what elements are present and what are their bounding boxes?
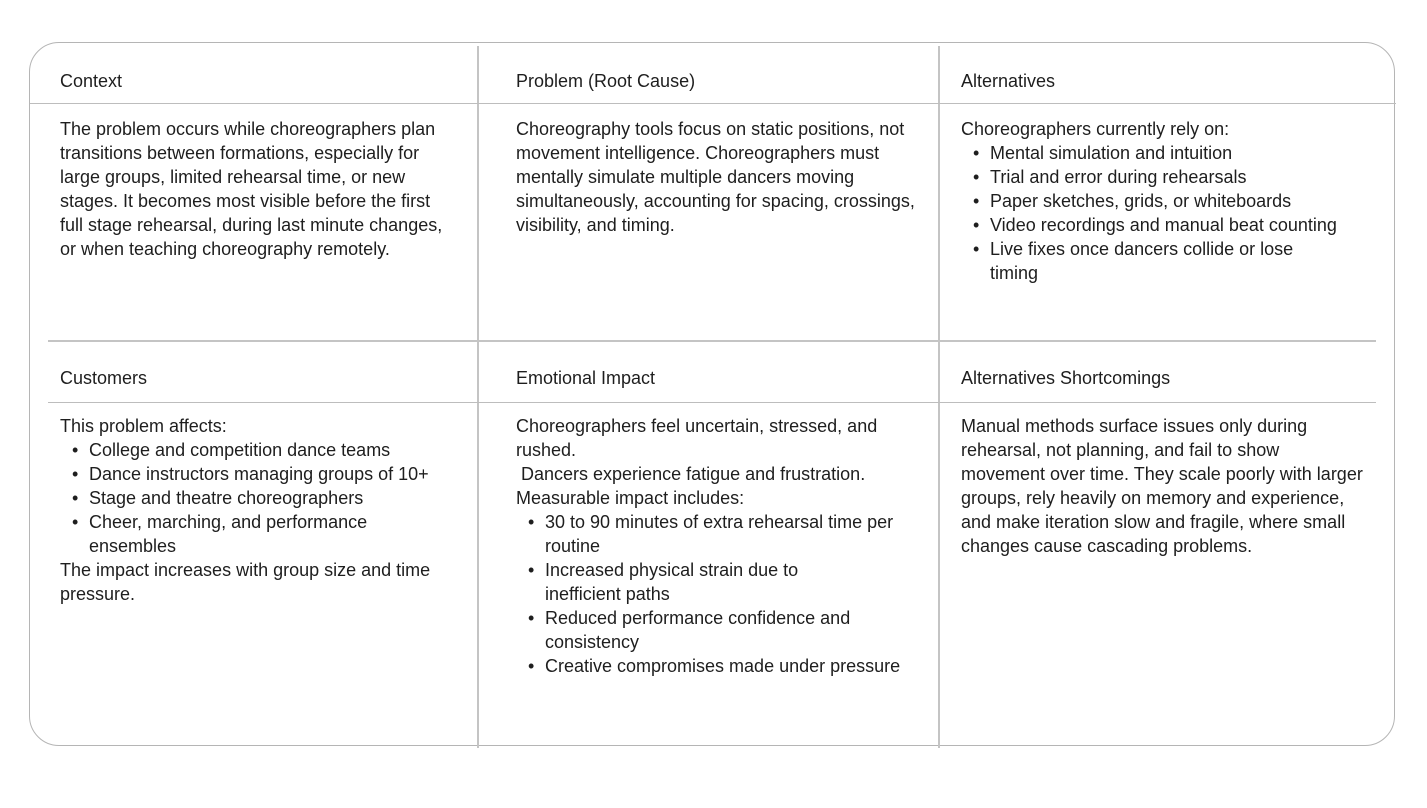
list-item: • Cheer, marching, and performance ensembles <box>60 510 455 558</box>
emotional-impact-list <box>516 510 926 678</box>
emotional-impact-body <box>516 414 926 678</box>
list-item: • Reduced performance confidence and consistency <box>516 606 926 654</box>
shortcomings-text: Manual methods surface issues only during rehearsal, not planning, and fail to show movement over time. They scale poorly with larger groups, rely heavily on memory and experience, and make iteration slow and fragile, where small changes cause cascading problems. <box>961 416 1363 556</box>
emotional-text-3: Measurable impact includes: <box>516 488 745 508</box>
emotional-text-2: Dancers experience fatigue and frustration. <box>516 464 866 484</box>
customers-body <box>60 414 455 606</box>
row2-header-divider <box>48 402 1376 403</box>
customers-outro: The impact increases with group size and time pressure. <box>60 560 431 604</box>
list-item: • College and competition dance teams <box>60 438 455 462</box>
list-item: • Dance instructors managing groups of 10+ <box>60 462 455 486</box>
alternatives-list <box>961 141 1343 285</box>
list-item: • Trial and error during rehearsals <box>961 165 1343 189</box>
context-body <box>60 117 452 261</box>
customers-intro: This problem affects: <box>60 416 227 436</box>
alternatives-title: Alternatives <box>961 71 1056 91</box>
list-item: • Increased physical strain due to inefficient paths <box>516 558 845 606</box>
column-divider-1 <box>477 46 479 748</box>
alternatives-intro: Choreographers currently rely on: <box>961 119 1230 139</box>
alternatives-body <box>961 117 1343 285</box>
list-item: • Paper sketches, grids, or whiteboards <box>961 189 1343 213</box>
row1-header-divider <box>30 103 1396 104</box>
customers-list <box>60 438 455 558</box>
problem-body <box>516 117 916 237</box>
list-item: • Video recordings and manual beat counting <box>961 213 1343 237</box>
problem-text: Choreography tools focus on static positions, not movement intelligence. Choreographers must mentally simulate multiple dancers moving simultaneously, accounting for spacing, crossings, visibility, and timing. <box>516 119 915 235</box>
list-item: • Creative compromises made under pressure <box>516 654 926 678</box>
customers-title: Customers <box>60 368 148 388</box>
context-text: The problem occurs while choreographers plan transitions between formations, especially for large groups, limited rehearsal time, or new stages. It becomes most visible before the first full stage rehearsal, during last minute changes, or when teaching choreography remotely. <box>60 119 443 259</box>
list-item: • 30 to 90 minutes of extra rehearsal time per routine <box>516 510 926 558</box>
shortcomings-title: Alternatives Shortcomings <box>961 368 1171 388</box>
problem-canvas-card <box>29 42 1395 746</box>
emotional-impact-title: Emotional Impact <box>516 368 656 388</box>
list-item: • Stage and theatre choreographers <box>60 486 455 510</box>
emotional-text-1: Choreographers feel uncertain, stressed, and rushed. <box>516 416 878 460</box>
shortcomings-body <box>961 414 1366 558</box>
list-item: • Live fixes once dancers collide or lose timing <box>961 237 1343 285</box>
list-item: • Mental simulation and intuition <box>961 141 1343 165</box>
row-divider <box>48 340 1376 342</box>
column-divider-2 <box>938 46 940 748</box>
problem-title: Problem (Root Cause) <box>516 71 696 91</box>
context-title: Context <box>60 71 123 91</box>
